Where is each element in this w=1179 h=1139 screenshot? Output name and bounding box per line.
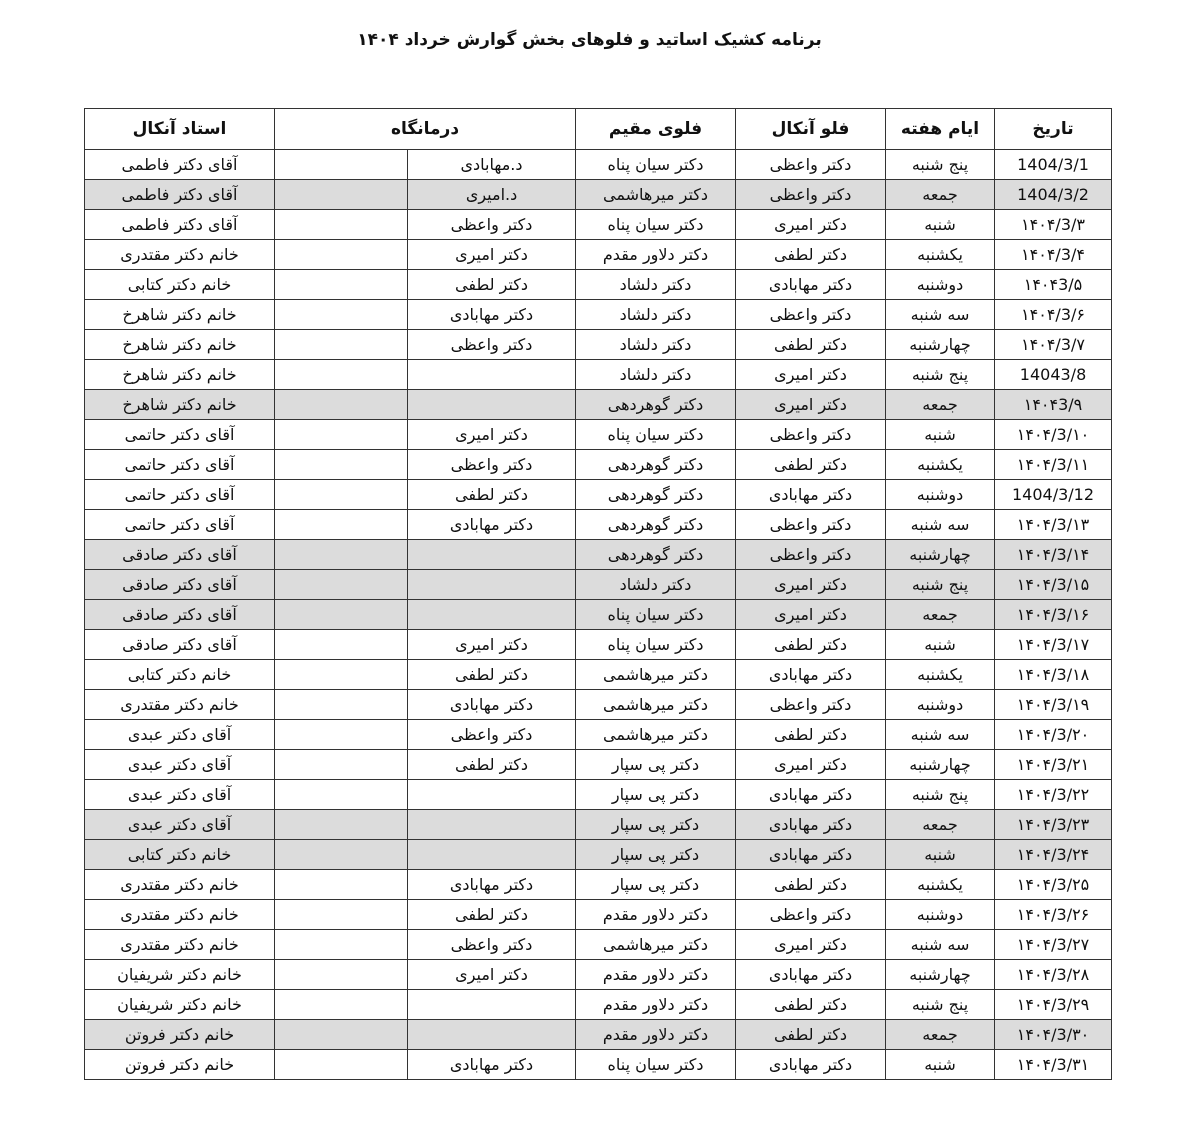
date-cell: ۱۴۰۴/3/۱۱	[995, 450, 1112, 480]
weekday-cell: یکشنبه	[886, 870, 995, 900]
fellow-resident-cell: دکتر میرهاشمی	[576, 720, 736, 750]
date-cell: 1404/3/12	[995, 480, 1112, 510]
clinic-secondary-cell	[275, 810, 408, 840]
date-cell: 1404/3/1	[995, 150, 1112, 180]
weekday-cell: دوشنبه	[886, 900, 995, 930]
fellow-oncall-cell: دکتر لطفی	[736, 870, 886, 900]
table-row	[85, 870, 1112, 900]
prof-oncall-cell: خانم دکتر شاهرخ	[85, 360, 275, 390]
fellow-resident-cell: دکتر دلشاد	[576, 360, 736, 390]
prof-oncall-cell: خانم دکتر مقتدری	[85, 240, 275, 270]
table-row	[85, 720, 1112, 750]
weekday-cell: جمعه	[886, 600, 995, 630]
clinic-cell: دکتر امیری	[408, 630, 576, 660]
header-clinic: درمانگاه	[275, 109, 576, 150]
weekday-cell: پنج شنبه	[886, 990, 995, 1020]
prof-oncall-cell: خانم دکتر شاهرخ	[85, 390, 275, 420]
clinic-cell: دکتر مهابادی	[408, 870, 576, 900]
prof-oncall-cell: خانم دکتر فروتن	[85, 1020, 275, 1050]
prof-oncall-cell: خانم دکتر کتابی	[85, 840, 275, 870]
fellow-oncall-cell: دکتر امیری	[736, 570, 886, 600]
header-date: تاریخ	[995, 109, 1112, 150]
fellow-resident-cell: دکتر گوهردهی	[576, 510, 736, 540]
table-row	[85, 270, 1112, 300]
weekday-cell: یکشنبه	[886, 660, 995, 690]
fellow-resident-cell: دکتر دلاور مقدم	[576, 990, 736, 1020]
fellow-oncall-cell: دکتر واعظی	[736, 540, 886, 570]
weekday-cell: سه شنبه	[886, 510, 995, 540]
fellow-resident-cell: دکتر گوهردهی	[576, 450, 736, 480]
clinic-cell	[408, 570, 576, 600]
fellow-oncall-cell: دکتر لطفی	[736, 240, 886, 270]
table-row	[85, 150, 1112, 180]
fellow-resident-cell: دکتر سیان پناه	[576, 210, 736, 240]
clinic-secondary-cell	[275, 780, 408, 810]
weekday-cell: یکشنبه	[886, 450, 995, 480]
fellow-oncall-cell: دکتر امیری	[736, 390, 886, 420]
fellow-resident-cell: دکتر دلاور مقدم	[576, 960, 736, 990]
date-cell: ۱۴۰۴/3/۳۰	[995, 1020, 1112, 1050]
clinic-secondary-cell	[275, 150, 408, 180]
clinic-cell: دکتر واعظی	[408, 930, 576, 960]
prof-oncall-cell: خانم دکتر کتابی	[85, 660, 275, 690]
table-row	[85, 600, 1112, 630]
fellow-resident-cell: دکتر سیان پناه	[576, 1050, 736, 1080]
date-cell: ۱۴۰۴/3/۳	[995, 210, 1112, 240]
weekday-cell: شنبه	[886, 1050, 995, 1080]
clinic-secondary-cell	[275, 840, 408, 870]
date-cell: ۱۴۰۴/3/۲۸	[995, 960, 1112, 990]
table-row	[85, 480, 1112, 510]
date-cell: ۱۴۰۴3/۹	[995, 390, 1112, 420]
clinic-cell: دکتر امیری	[408, 240, 576, 270]
clinic-cell: دکتر مهابادی	[408, 300, 576, 330]
date-cell: ۱۴۰۴/3/۲۳	[995, 810, 1112, 840]
clinic-cell: دکتر مهابادی	[408, 510, 576, 540]
prof-oncall-cell: آقای دکتر فاطمی	[85, 210, 275, 240]
weekday-cell: پنج شنبه	[886, 780, 995, 810]
clinic-secondary-cell	[275, 660, 408, 690]
prof-oncall-cell: خانم دکتر شریفیان	[85, 990, 275, 1020]
fellow-resident-cell: دکتر سیان پناه	[576, 150, 736, 180]
table-row	[85, 240, 1112, 270]
clinic-secondary-cell	[275, 930, 408, 960]
table-row	[85, 300, 1112, 330]
fellow-resident-cell: دکتر پی سپار	[576, 870, 736, 900]
weekday-cell: شنبه	[886, 630, 995, 660]
clinic-cell	[408, 360, 576, 390]
clinic-secondary-cell	[275, 990, 408, 1020]
clinic-secondary-cell	[275, 600, 408, 630]
date-cell: ۱۴۰۴/3/۶	[995, 300, 1112, 330]
table-row	[85, 990, 1112, 1020]
fellow-resident-cell: دکتر دلشاد	[576, 300, 736, 330]
date-cell: ۱۴۰۴/3/۲۴	[995, 840, 1112, 870]
prof-oncall-cell: آقای دکتر حاتمی	[85, 420, 275, 450]
clinic-cell: دکتر لطفی	[408, 660, 576, 690]
clinic-cell	[408, 840, 576, 870]
fellow-oncall-cell: دکتر لطفی	[736, 720, 886, 750]
clinic-cell: د.مهابادی	[408, 150, 576, 180]
clinic-cell: د.امیری	[408, 180, 576, 210]
fellow-oncall-cell: دکتر امیری	[736, 210, 886, 240]
fellow-oncall-cell: دکتر امیری	[736, 600, 886, 630]
clinic-secondary-cell	[275, 180, 408, 210]
clinic-cell: دکتر امیری	[408, 960, 576, 990]
table-row	[85, 420, 1112, 450]
fellow-resident-cell: دکتر دلشاد	[576, 330, 736, 360]
fellow-oncall-cell: دکتر لطفی	[736, 990, 886, 1020]
table-row	[85, 390, 1112, 420]
prof-oncall-cell: خانم دکتر شاهرخ	[85, 300, 275, 330]
table-row	[85, 570, 1112, 600]
clinic-secondary-cell	[275, 420, 408, 450]
prof-oncall-cell: آقای دکتر عبدی	[85, 810, 275, 840]
prof-oncall-cell: آقای دکتر صادقی	[85, 570, 275, 600]
table-row	[85, 180, 1112, 210]
clinic-secondary-cell	[275, 270, 408, 300]
fellow-oncall-cell: دکتر لطفی	[736, 330, 886, 360]
prof-oncall-cell: آقای دکتر صادقی	[85, 600, 275, 630]
fellow-resident-cell: دکتر سیان پناه	[576, 420, 736, 450]
fellow-oncall-cell: دکتر مهابادی	[736, 810, 886, 840]
fellow-resident-cell: دکتر پی سپار	[576, 810, 736, 840]
date-cell: ۱۴۰۴/3/۱۰	[995, 420, 1112, 450]
prof-oncall-cell: خانم دکتر مقتدری	[85, 690, 275, 720]
weekday-cell: جمعه	[886, 810, 995, 840]
header-row	[85, 109, 1112, 150]
prof-oncall-cell: خانم دکتر شاهرخ	[85, 330, 275, 360]
fellow-oncall-cell: دکتر واعظی	[736, 420, 886, 450]
clinic-cell: دکتر لطفی	[408, 270, 576, 300]
fellow-resident-cell: دکتر گوهردهی	[576, 480, 736, 510]
prof-oncall-cell: آقای دکتر عبدی	[85, 720, 275, 750]
table-row	[85, 690, 1112, 720]
clinic-secondary-cell	[275, 1050, 408, 1080]
table-row	[85, 750, 1112, 780]
date-cell: ۱۴۰۴/3/۱۷	[995, 630, 1112, 660]
weekday-cell: چهارشنبه	[886, 750, 995, 780]
clinic-secondary-cell	[275, 510, 408, 540]
date-cell: ۱۴۰۴3/۵	[995, 270, 1112, 300]
clinic-secondary-cell	[275, 870, 408, 900]
table-row	[85, 930, 1112, 960]
table-row	[85, 780, 1112, 810]
fellow-oncall-cell: دکتر امیری	[736, 930, 886, 960]
fellow-oncall-cell: دکتر مهابادی	[736, 480, 886, 510]
date-cell: ۱۴۰۴/3/۱۵	[995, 570, 1112, 600]
table-row	[85, 360, 1112, 390]
weekday-cell: سه شنبه	[886, 930, 995, 960]
fellow-oncall-cell: دکتر مهابادی	[736, 660, 886, 690]
fellow-oncall-cell: دکتر واعظی	[736, 510, 886, 540]
prof-oncall-cell: خانم دکتر شریفیان	[85, 960, 275, 990]
prof-oncall-cell: آقای دکتر حاتمی	[85, 480, 275, 510]
weekday-cell: چهارشنبه	[886, 330, 995, 360]
fellow-oncall-cell: دکتر مهابادی	[736, 270, 886, 300]
header-day: ایام هفته	[886, 109, 995, 150]
prof-oncall-cell: خانم دکتر مقتدری	[85, 930, 275, 960]
fellow-resident-cell: دکتر دلشاد	[576, 570, 736, 600]
weekday-cell: جمعه	[886, 390, 995, 420]
table-row	[85, 900, 1112, 930]
fellow-oncall-cell: دکتر واعظی	[736, 180, 886, 210]
prof-oncall-cell: آقای دکتر حاتمی	[85, 510, 275, 540]
table-row	[85, 840, 1112, 870]
prof-oncall-cell: آقای دکتر حاتمی	[85, 450, 275, 480]
fellow-resident-cell: دکتر میرهاشمی	[576, 180, 736, 210]
table-row	[85, 510, 1112, 540]
weekday-cell: پنج شنبه	[886, 570, 995, 600]
header-prof-oncall: استاد آنکال	[85, 109, 275, 150]
fellow-resident-cell: دکتر گوهردهی	[576, 390, 736, 420]
clinic-secondary-cell	[275, 480, 408, 510]
clinic-cell	[408, 540, 576, 570]
prof-oncall-cell: خانم دکتر کتابی	[85, 270, 275, 300]
date-cell: ۱۴۰۴/3/۱۸	[995, 660, 1112, 690]
fellow-resident-cell: دکتر میرهاشمی	[576, 690, 736, 720]
clinic-cell: دکتر امیری	[408, 420, 576, 450]
clinic-secondary-cell	[275, 210, 408, 240]
fellow-oncall-cell: دکتر لطفی	[736, 1020, 886, 1050]
fellow-resident-cell: دکتر پی سپار	[576, 840, 736, 870]
weekday-cell: سه شنبه	[886, 720, 995, 750]
fellow-oncall-cell: دکتر امیری	[736, 360, 886, 390]
clinic-cell: دکتر لطفی	[408, 750, 576, 780]
fellow-oncall-cell: دکتر امیری	[736, 750, 886, 780]
clinic-secondary-cell	[275, 900, 408, 930]
fellow-oncall-cell: دکتر لطفی	[736, 630, 886, 660]
table-row	[85, 1020, 1112, 1050]
prof-oncall-cell: خانم دکتر مقتدری	[85, 900, 275, 930]
clinic-secondary-cell	[275, 750, 408, 780]
clinic-cell: دکتر واعظی	[408, 720, 576, 750]
clinic-secondary-cell	[275, 960, 408, 990]
prof-oncall-cell: خانم دکتر فروتن	[85, 1050, 275, 1080]
date-cell: ۱۴۰۴/3/۴	[995, 240, 1112, 270]
clinic-cell	[408, 390, 576, 420]
clinic-cell: دکتر واعظی	[408, 330, 576, 360]
table-row	[85, 210, 1112, 240]
clinic-cell: دکتر مهابادی	[408, 1050, 576, 1080]
prof-oncall-cell: آقای دکتر عبدی	[85, 780, 275, 810]
clinic-cell: دکتر واعظی	[408, 450, 576, 480]
date-cell: ۱۴۰۴/3/۱۳	[995, 510, 1112, 540]
fellow-resident-cell: دکتر پی سپار	[576, 750, 736, 780]
prof-oncall-cell: آقای دکتر صادقی	[85, 540, 275, 570]
clinic-secondary-cell	[275, 450, 408, 480]
fellow-oncall-cell: دکتر مهابادی	[736, 840, 886, 870]
weekday-cell: شنبه	[886, 840, 995, 870]
fellow-oncall-cell: دکتر مهابادی	[736, 1050, 886, 1080]
table-row	[85, 330, 1112, 360]
weekday-cell: جمعه	[886, 1020, 995, 1050]
clinic-secondary-cell	[275, 240, 408, 270]
clinic-cell: دکتر واعظی	[408, 210, 576, 240]
weekday-cell: دوشنبه	[886, 270, 995, 300]
weekday-cell: شنبه	[886, 210, 995, 240]
weekday-cell: سه شنبه	[886, 300, 995, 330]
date-cell: ۱۴۰۴/3/۲۲	[995, 780, 1112, 810]
date-cell: ۱۴۰۴/3/۱۹	[995, 690, 1112, 720]
fellow-resident-cell: دکتر دلاور مقدم	[576, 1020, 736, 1050]
clinic-secondary-cell	[275, 360, 408, 390]
weekday-cell: چهارشنبه	[886, 960, 995, 990]
schedule-table	[84, 108, 1112, 1080]
table-row	[85, 960, 1112, 990]
date-cell: ۱۴۰۴/3/۲۶	[995, 900, 1112, 930]
table-row	[85, 660, 1112, 690]
clinic-secondary-cell	[275, 300, 408, 330]
weekday-cell: پنج شنبه	[886, 360, 995, 390]
clinic-secondary-cell	[275, 390, 408, 420]
clinic-secondary-cell	[275, 720, 408, 750]
fellow-oncall-cell: دکتر مهابادی	[736, 960, 886, 990]
date-cell: ۱۴۰۴/3/۲۷	[995, 930, 1112, 960]
fellow-resident-cell: دکتر دلاور مقدم	[576, 900, 736, 930]
fellow-resident-cell: دکتر میرهاشمی	[576, 930, 736, 960]
clinic-secondary-cell	[275, 540, 408, 570]
fellow-oncall-cell: دکتر واعظی	[736, 690, 886, 720]
weekday-cell: جمعه	[886, 180, 995, 210]
date-cell: ۱۴۰۴/3/۲۱	[995, 750, 1112, 780]
clinic-secondary-cell	[275, 570, 408, 600]
fellow-resident-cell: دکتر دلشاد	[576, 270, 736, 300]
clinic-cell	[408, 1020, 576, 1050]
fellow-resident-cell: دکتر گوهردهی	[576, 540, 736, 570]
clinic-cell: دکتر لطفی	[408, 480, 576, 510]
date-cell: ۱۴۰۴/3/۱۴	[995, 540, 1112, 570]
prof-oncall-cell: خانم دکتر مقتدری	[85, 870, 275, 900]
date-cell: ۱۴۰۴/3/۲۵	[995, 870, 1112, 900]
weekday-cell: دوشنبه	[886, 480, 995, 510]
fellow-resident-cell: دکتر دلاور مقدم	[576, 240, 736, 270]
fellow-resident-cell: دکتر سیان پناه	[576, 600, 736, 630]
clinic-secondary-cell	[275, 1020, 408, 1050]
prof-oncall-cell: آقای دکتر عبدی	[85, 750, 275, 780]
weekday-cell: چهارشنبه	[886, 540, 995, 570]
table-row	[85, 540, 1112, 570]
fellow-resident-cell: دکتر پی سپار	[576, 780, 736, 810]
page-title: برنامه کشیک اساتید و فلوهای بخش گوارش خرداد ۱۴۰۴	[357, 30, 822, 50]
prof-oncall-cell: آقای دکتر فاطمی	[85, 180, 275, 210]
weekday-cell: یکشنبه	[886, 240, 995, 270]
fellow-oncall-cell: دکتر واعظی	[736, 900, 886, 930]
weekday-cell: شنبه	[886, 420, 995, 450]
clinic-cell	[408, 780, 576, 810]
date-cell: ۱۴۰۴/3/۲۹	[995, 990, 1112, 1020]
table-row	[85, 450, 1112, 480]
prof-oncall-cell: آقای دکتر صادقی	[85, 630, 275, 660]
fellow-oncall-cell: دکتر لطفی	[736, 450, 886, 480]
clinic-secondary-cell	[275, 630, 408, 660]
date-cell: 1404/3/2	[995, 180, 1112, 210]
clinic-cell	[408, 810, 576, 840]
fellow-resident-cell: دکتر سیان پناه	[576, 630, 736, 660]
fellow-oncall-cell: دکتر واعظی	[736, 300, 886, 330]
clinic-secondary-cell	[275, 330, 408, 360]
weekday-cell: دوشنبه	[886, 690, 995, 720]
clinic-cell	[408, 990, 576, 1020]
header-fellow-oncall: فلو آنکال	[736, 109, 886, 150]
header-fellow-resident: فلوی مقیم	[576, 109, 736, 150]
table-row	[85, 810, 1112, 840]
weekday-cell: پنج شنبه	[886, 150, 995, 180]
fellow-oncall-cell: دکتر مهابادی	[736, 780, 886, 810]
clinic-cell: دکتر مهابادی	[408, 690, 576, 720]
prof-oncall-cell: آقای دکتر فاطمی	[85, 150, 275, 180]
fellow-oncall-cell: دکتر واعظی	[736, 150, 886, 180]
clinic-cell	[408, 600, 576, 630]
date-cell: ۱۴۰۴/3/۳۱	[995, 1050, 1112, 1080]
table-row	[85, 1050, 1112, 1080]
clinic-secondary-cell	[275, 690, 408, 720]
fellow-resident-cell: دکتر میرهاشمی	[576, 660, 736, 690]
date-cell: ۱۴۰۴/3/۲۰	[995, 720, 1112, 750]
date-cell: ۱۴۰۴/3/۱۶	[995, 600, 1112, 630]
date-cell: 14043/8	[995, 360, 1112, 390]
table-row	[85, 630, 1112, 660]
date-cell: ۱۴۰۴/3/۷	[995, 330, 1112, 360]
clinic-cell: دکتر لطفی	[408, 900, 576, 930]
